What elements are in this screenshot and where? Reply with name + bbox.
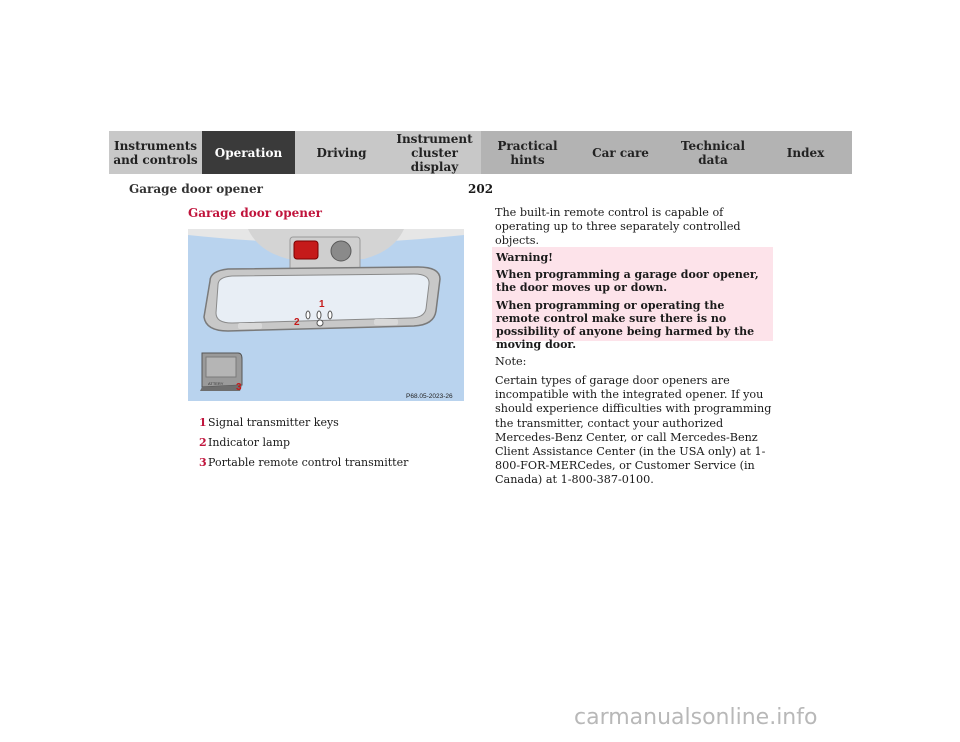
legend-num: 3 bbox=[199, 456, 207, 469]
legend-num: 1 bbox=[199, 416, 207, 429]
mirror-illustration bbox=[188, 229, 464, 401]
legend-num: 2 bbox=[199, 436, 207, 449]
legend-item bbox=[199, 453, 408, 473]
tab-practical-hints[interactable]: Practical hints bbox=[481, 131, 574, 174]
tab-driving[interactable]: Driving bbox=[295, 131, 388, 174]
legend-text: Indicator lamp bbox=[208, 436, 291, 449]
note-label: Note: bbox=[495, 355, 527, 368]
tab-car-care[interactable]: Car care bbox=[574, 131, 667, 174]
transmitter-key-3 bbox=[328, 311, 332, 319]
legend-text: Signal transmitter keys bbox=[208, 416, 339, 429]
emergency-button bbox=[294, 241, 318, 259]
tab-instruments-and-controls[interactable]: Instruments and controls bbox=[109, 131, 202, 174]
warning-paragraph-2: When programming or operating the remote control make sure there is no possibility of anyone being harmed by the moving door. bbox=[496, 299, 755, 351]
page-number: 202 bbox=[468, 182, 494, 196]
intro-paragraph: The built-in remote control is capable of operating up to three separately controlled objects. bbox=[495, 206, 741, 247]
callout-2: 2 bbox=[294, 317, 300, 328]
figure-code: P68.05-2023-26 bbox=[406, 393, 453, 400]
callout-1: 1 bbox=[319, 299, 325, 310]
figure-legend bbox=[199, 413, 408, 473]
tab-technical-data[interactable]: Technical data bbox=[667, 131, 759, 174]
warning-title: Warning! bbox=[496, 251, 554, 264]
transmitter-label: ATTERY bbox=[208, 381, 224, 386]
page-heading: Garage door opener bbox=[188, 206, 322, 220]
indicator-lamp bbox=[317, 320, 323, 326]
transmitter-key-1 bbox=[306, 311, 310, 319]
callout-3: 3 bbox=[236, 382, 242, 393]
tab-instrument-cluster-display[interactable]: Instrument cluster display bbox=[388, 131, 481, 174]
chapter-tab-bar bbox=[109, 131, 852, 174]
map-lamp-right bbox=[374, 319, 398, 325]
watermark: carmanualsonline.info bbox=[574, 705, 818, 730]
legend-item bbox=[199, 413, 408, 433]
tab-operation[interactable]: Operation bbox=[202, 131, 295, 174]
sensor bbox=[331, 241, 351, 261]
transmitter-key-2 bbox=[317, 311, 321, 319]
warning-box bbox=[492, 247, 773, 351]
note-text: Certain types of garage door openers are incompatible with the integrated opener. If you should experience difficulties with programming the transmitter, contact your authorized Mercedes-Benz Center, or call Mercedes-Benz Client Assistance Center (in the USA only) at 1-800-FOR-MERCedes, or Customer Service (in Canada) at 1-800-387-0100. bbox=[495, 374, 772, 487]
section-title: Garage door opener bbox=[129, 182, 263, 196]
map-lamp-left bbox=[238, 323, 262, 329]
tab-index[interactable]: Index bbox=[759, 131, 852, 174]
legend-text: Portable remote control transmitter bbox=[208, 456, 409, 469]
legend-item bbox=[199, 433, 408, 453]
warning-paragraph-1: When programming a garage door opener, the door moves up or down. bbox=[496, 268, 759, 294]
